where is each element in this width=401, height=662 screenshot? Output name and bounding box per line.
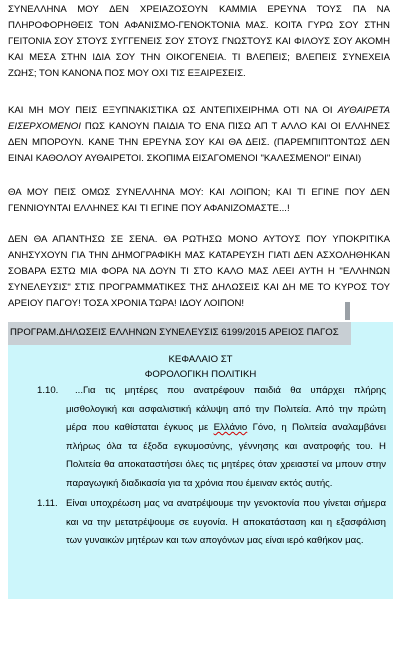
paragraph-4: ΔΕΝ ΘΑ ΑΠΑΝΤΗΣΩ ΣΕ ΣΕΝΑ. ΘΑ ΡΩΤΗΣΩ ΜΟΝΟ ΑΥΤΟΥΣ ΠΟΥ ΥΠΟΚΡΙΤΙΚΑ ΑΝΗΣΥΧΟΥΝ ΓΙΑ ΤΗΝ ΔΗΜΟΓΡΑΦΙΚΗ ΜΑΣ ΚΑΤΑΡΕΥΣΗ ΓΙΑΤΙ ΔΕΝ ΑΣΧΟΛΗΘΗΚΑΝ ΣΟΒΑΡΑ ΕΣΤΩ ΜΙΑ ΦΟΡΑ ΝΑ ΔΟΥΝ ΤΙ ΣΤΟ ΚΑΛΟ ΜΑΣ ΛΕΕΙ ΑΥΤΗ Η "ΕΛΛΗΝΩΝ ΣΥΝΕΛΕΥΣΙΣ" ΣΤΙΣ ΠΡΟΓΡΑΜΜΑΤΙΚΕΣ ΤΗΣ ΔΗΛΩΣΕΙΣ ΚΑΙ ΔΗ ΜΕ ΤΟ ΚΥΡΟΣ ΤΟΥ ΑΡΕΙΟΥ ΠΑΓΟΥ! ΤΟΣΑ ΧΡΟΝΙΑ ΤΩΡΑ! ΙΔΟΥ ΛΟΙΠΟΝ!: [8, 234, 390, 309]
program-title: ΠΡΟΓΡΑΜ.ΔΗΛΩΣΕΙΣ ΕΛΛΗΝΩΝ ΣΥΝΕΛΕΥΣΙΣ 6199/2015 ΑΡΕΙΟΣ ΠΑΓΟΣ: [10, 327, 339, 338]
misspelled-word: Ελλάνιο: [213, 422, 248, 434]
item-text: [66, 382, 386, 494]
chapter-subtitle: ΦΟΡΟΛΟΓΙΚΗ ΠΟΛΙΤΙΚΗ: [144, 369, 257, 380]
paragraph-3: ΘΑ ΜΟΥ ΠΕΙΣ ΟΜΩΣ ΣΥΝΕΛΛΗΝΑ ΜΟΥ: ΚΑΙ ΛΟΙΠΟΝ; ΚΑΙ ΤΙ ΕΓΙΝΕ ΠΟΥ ΔΕΝ ΓΕΝΝΙΟΥΝΤΑΙ ΕΛΛΗΝΕΣ ΚΑΙ ΤΙ ΕΓΙΝΕ ΠΟΥ ΑΦΑΝΙΖΟΜΑΣΤΕ...!: [8, 187, 390, 214]
item-number: 1.11.: [37, 498, 58, 509]
item-text-end: Γόνο, η Πολιτεία αναλαμβάνει πλήρως όλα τα έξοδα εγκυμοσύνης, γέννησης και ανατροφής του. Η Πολιτεία θα αποκαταστήσει όλες τις μητέρες όταν χρειαστεί να μπουν στην παραγωγική διαδικασία για τα χρόνια που έμειναν εκτός αυτής.: [66, 422, 387, 489]
paragraph-2-start: ΚΑΙ ΜΗ ΜΟΥ ΠΕΙΣ ΕΞΥΠΝΑΚΙΣΤΙΚΑ ΩΣ ΑΝΤΕΠΙΧΕΙΡΗΜΑ ΟΤΙ ΝΑ ΟΙ: [8, 105, 338, 116]
text-cursor-marker: [345, 302, 350, 320]
paragraph-2: [8, 103, 390, 167]
paragraph-2-end: ΠΩΣ ΚΑΝΟΥΝ ΠΑΙΔΙΑ ΤΟ ΕΝΑ ΠΙΣΩ ΑΠ Τ ΑΛΛΟ ΚΑΙ ΟΙ ΕΛΛΗΝΕΣ ΔΕΝ ΜΠΟΡΟΥΝ. ΚΑΝΕ ΤΗΝ ΕΡΕΥΝΑ ΣΟΥ ΚΑΙ ΘΑ ΔΕΙΣ. (ΠΑΡΕΜΠΙΠΤΟΝΤΩΣ ΔΕΝ ΕΙΝΑΙ ΚΑΘΟΛΟΥ ΑΥΘΑΙΡΕΤΟΙ. ΣΚΟΠΙΜΑ ΕΙΣΑΓΟΜΕΝΟΙ "ΚΑΛΕΣΜΕΝΟΙ" ΕΙΝΑΙ): [8, 121, 390, 164]
paragraph-2-italic: ΑΥΘΑΙΡΕΤΑ ΕΙΣΕΡΧΟΜΕΝΟΙ: [8, 105, 390, 132]
item-text: Είναι υποχρέωση μας να ανατρέψουμε την γενοκτονία που γίνεται σήμερα και να την μετατρέψουμε σε ευγονία. Η αποκατάσταση και η εξασφάλιση των γυναικών μητέρων και των απογόνων μας είναι ιερό καθήκον μας.: [66, 498, 386, 547]
paragraph-1: ΣΥΝΕΛΛΗΝΑ ΜΟΥ ΔΕΝ ΧΡΕΙΑΖΟΣΟΥΝ ΚΑΜΜΙΑ ΕΡΕΥΝΑ ΤΟΥΣ ΠΑ ΝΑ ΠΛΗΡΟΦΟΡΗΘΕΙΣ ΤΟΝ ΑΦΑΝΙΣΜΟ-ΓΕΝΟΚΤΟΝΙΑ ΜΑΣ. ΚΟΙΤΑ ΓΥΡΩ ΣΟΥ ΣΤΗΝ ΓΕΙΤΟΝΙΑ ΣΟΥ ΣΤΟΥΣ ΣΥΓΓΕΝΕΙΣ ΣΟΥ ΣΤΟΥΣ ΓΝΩΣΤΟΥΣ ΚΑΙ ΦΙΛΟΥΣ ΣΟΥ ΑΚΟΜΗ ΚΑΙ ΜΕΣΑ ΣΤΗΝ ΙΔΙΑ ΣΟΥ ΤΗΝ ΟΙΚΟΓΕΝΕΙΑ. ΤΙ ΒΛΕΠΕΙΣ; ΒΛΕΠΕΙΣ ΣΥΝΕΧΕΙΑ ΖΩΗΣ; ΤΟΝ ΚΑΝΟΝΑ ΠΟΣ ΜΟΥ ΟΧΙ ΤΙΣ ΕΞΑΙΡΕΣΕΙΣ.: [8, 4, 390, 79]
chapter-heading: ΚΕΦΑΛΑΙΟ ΣΤ: [168, 354, 233, 365]
item-text-start: ...Για τις μητέρες που ανατρέφουν παιδιά θα υπάρχει πλήρης μισθολογική και ασφαλιστική κάλυψη από την Πολιτεία. Από την πρώτη μέρα που καθίσταται έγκυος με: [66, 385, 386, 434]
item-number: 1.10.: [37, 385, 59, 396]
